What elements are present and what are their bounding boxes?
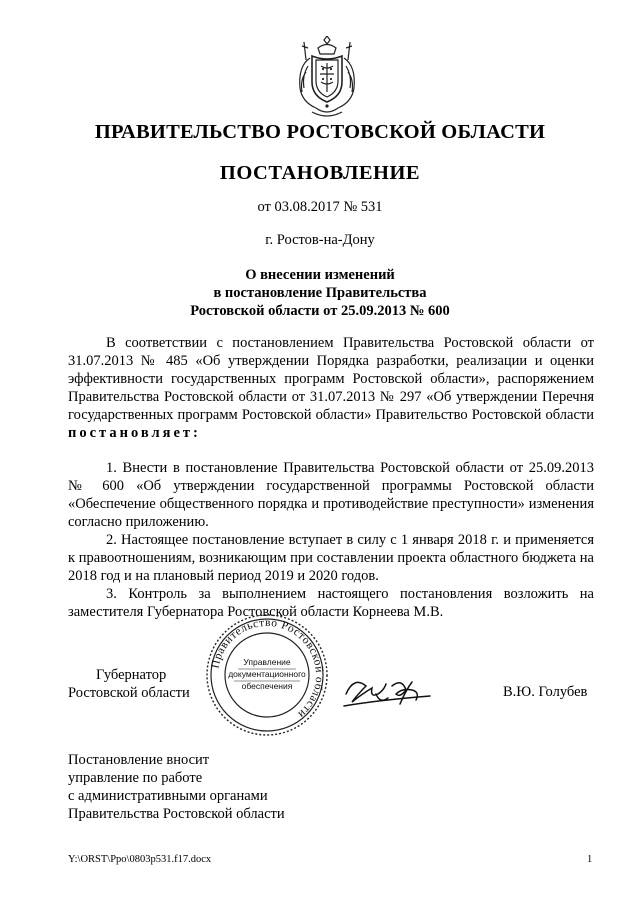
page-number: 1 (587, 854, 593, 865)
preamble-text: В соответствии с постановлением Правительства Ростовской области от 31.07.2013 № 485 «Об утверждении Порядка разработки, реализации и оценки эффективности государственных программ Ростовской области», распоряжением Правительства Ростовской области от 31.07.2013 № 297 «Об утверждении Перечня государственных программ Ростовской области» Правительство Ростовской области (68, 335, 594, 423)
document-title (0, 266, 640, 320)
title-line: О внесении изменений (245, 267, 395, 283)
document-city: г. Ростов-на-Дону (265, 232, 375, 248)
preamble-paragraph (68, 334, 594, 442)
decree-item: 1. Внести в постановление Правительства Ростовской области от 25.09.2013 № 600 «Об утверждении государственной программы Ростовской области «Обеспечение общественного порядка и противодействие преступности» изменения согласно приложению. (68, 460, 594, 530)
issuer-line: управление по работе (68, 770, 203, 786)
issuer-line: с административными органами (68, 788, 268, 804)
document-type: ПОСТАНОВЛЕНИЕ (219, 162, 421, 184)
signatory-position-line: Ростовской области (68, 685, 190, 701)
handwritten-signature (340, 664, 470, 716)
title-line: в постановление Правительства (213, 285, 427, 301)
coat-of-arms-icon (294, 36, 360, 120)
document-date-number: от 03.08.2017 № 531 (257, 199, 383, 215)
stamp-inner-line: Управление (243, 657, 291, 667)
signatory-name: В.Ю. Голубев (503, 684, 588, 700)
issuer-line: Правительства Ростовской области (68, 806, 285, 822)
organization-name: ПРАВИТЕЛЬСТВО РОСТОВСКОЙ ОБЛАСТИ (94, 121, 546, 143)
signatory-position (68, 666, 190, 702)
title-line: Ростовской области от 25.09.2013 № 600 (190, 303, 450, 319)
issuer-line: Постановление вносит (68, 752, 210, 768)
stamp-inner-line: документационного (228, 669, 306, 679)
decree-word: постановляет: (68, 425, 201, 441)
official-stamp (204, 612, 330, 738)
stamp-ring-text: Правительство Ростовской области (209, 616, 326, 721)
decree-item: 2. Настоящее постановление вступает в силу с 1 января 2018 г. и применяется к правоотношениям, возникающим при составлении проекта областного бюджета на 2018 год и на плановый период 2019 и 2020 годов. (68, 532, 594, 584)
decree-items (68, 459, 594, 621)
issuer-note (68, 751, 285, 823)
stamp-inner-line: обеспечения (241, 681, 293, 691)
decree-item: 3. Контроль за выполнением настоящего постановления возложить на заместителя Губернатора Ростовской области Корнеева М.В. (68, 586, 594, 620)
signatory-position-line: Губернатор (96, 667, 167, 683)
footer-file-path: Y:\ORST\Ppo\0803p531.f17.docx (68, 854, 212, 865)
